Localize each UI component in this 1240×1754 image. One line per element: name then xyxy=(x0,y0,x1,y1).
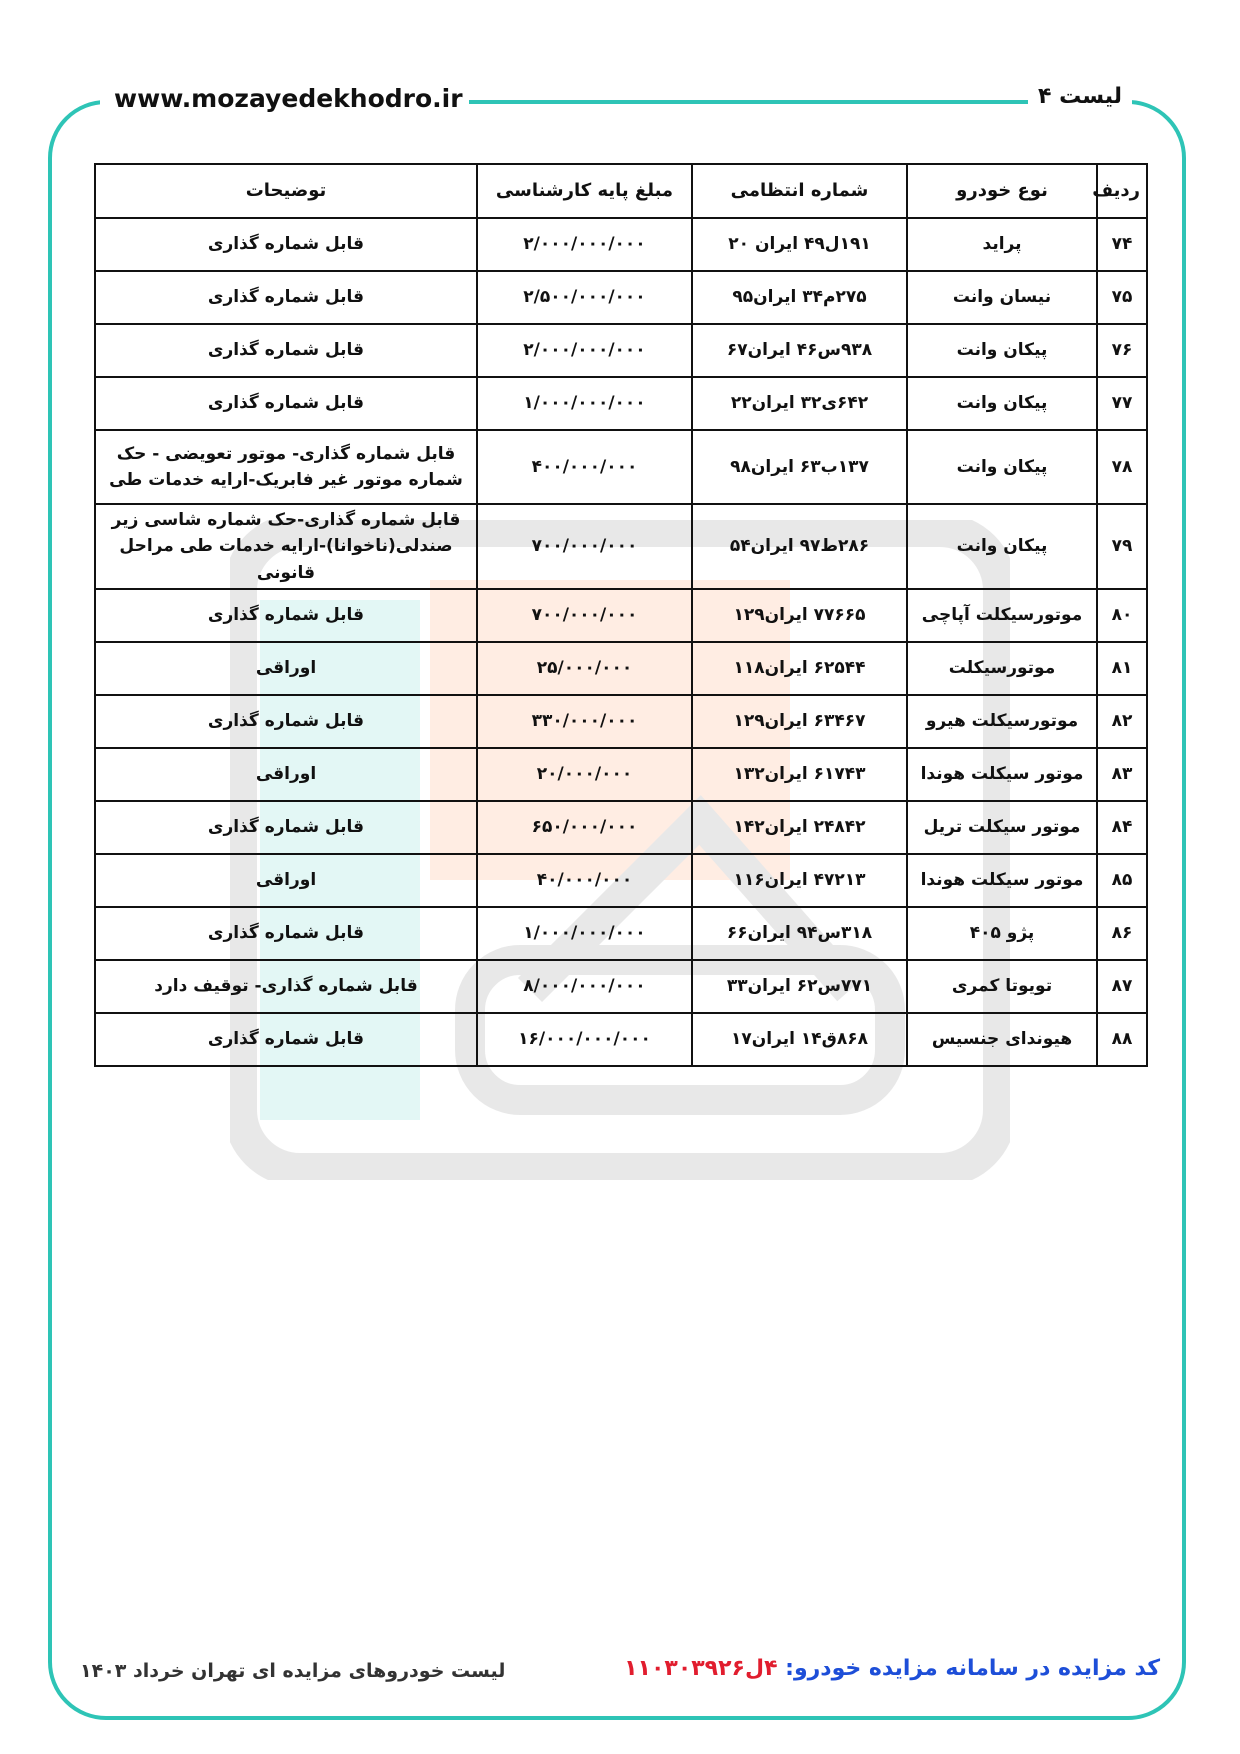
notes: قابل شماره گذاری-حک شماره شاسی زیر صندلی(ناخوانا)-ارایه خدمات طی مراحل قانونی xyxy=(95,504,477,589)
notes: قابل شماره گذاری xyxy=(95,377,477,430)
vehicle-table xyxy=(94,163,1148,1067)
vehicle-type: هیوندای جنسیس xyxy=(907,1013,1097,1066)
row-number: ۷۹ xyxy=(1097,504,1147,589)
base-price: ۴۰/۰۰۰/۰۰۰ xyxy=(477,854,692,907)
base-price: ۲۵/۰۰۰/۰۰۰ xyxy=(477,642,692,695)
vehicle-type: موتورسیکلت xyxy=(907,642,1097,695)
base-price: ۱/۰۰۰/۰۰۰/۰۰۰ xyxy=(477,377,692,430)
base-price: ۶۵۰/۰۰۰/۰۰۰ xyxy=(477,801,692,854)
table-row xyxy=(95,430,1147,504)
notes: قابل شماره گذاری xyxy=(95,1013,477,1066)
vehicle-type: موتور سیکلت تریل xyxy=(907,801,1097,854)
vehicle-type: موتور سیکلت هوندا xyxy=(907,748,1097,801)
row-number: ۸۳ xyxy=(1097,748,1147,801)
row-number: ۷۷ xyxy=(1097,377,1147,430)
row-number: ۸۷ xyxy=(1097,960,1147,1013)
notes: اوراقی xyxy=(95,854,477,907)
table-row xyxy=(95,801,1147,854)
base-price: ۲۰/۰۰۰/۰۰۰ xyxy=(477,748,692,801)
vehicle-type: پیکان وانت xyxy=(907,324,1097,377)
notes: قابل شماره گذاری xyxy=(95,324,477,377)
plate-number: ۱۹۱ل۴۹ ایران ۲۰ xyxy=(692,218,907,271)
base-price: ۷۰۰/۰۰۰/۰۰۰ xyxy=(477,504,692,589)
table-row xyxy=(95,218,1147,271)
row-number: ۸۱ xyxy=(1097,642,1147,695)
row-number: ۷۴ xyxy=(1097,218,1147,271)
row-number: ۸۴ xyxy=(1097,801,1147,854)
table-header-row xyxy=(95,164,1147,218)
col-vehicle-type: نوع خودرو xyxy=(907,164,1097,218)
vehicle-type: پیکان وانت xyxy=(907,377,1097,430)
table-row xyxy=(95,589,1147,642)
table-row xyxy=(95,1013,1147,1066)
plate-number: ۳۱۸س۹۴ ایران۶۶ xyxy=(692,907,907,960)
row-number: ۸۶ xyxy=(1097,907,1147,960)
vehicle-type: تویوتا کمری xyxy=(907,960,1097,1013)
plate-number: ۱۳۷ب۶۳ ایران۹۸ xyxy=(692,430,907,504)
table-row xyxy=(95,271,1147,324)
table-row xyxy=(95,642,1147,695)
base-price: ۲/۵۰۰/۰۰۰/۰۰۰ xyxy=(477,271,692,324)
row-number: ۸۰ xyxy=(1097,589,1147,642)
plate-number: ۲۷۵م۳۴ ایران۹۵ xyxy=(692,271,907,324)
table-row xyxy=(95,504,1147,589)
vehicle-type: پراید xyxy=(907,218,1097,271)
plate-number: ۶۳۴۶۷ ایران۱۲۹ xyxy=(692,695,907,748)
vehicle-type: موتور سیکلت هوندا xyxy=(907,854,1097,907)
footer-list-title: لیست خودروهای مزایده ای تهران خرداد ۱۴۰۳ xyxy=(80,1660,506,1682)
row-number: ۸۸ xyxy=(1097,1013,1147,1066)
plate-number: ۲۴۸۴۲ ایران۱۴۲ xyxy=(692,801,907,854)
vehicle-type: پژو ۴۰۵ xyxy=(907,907,1097,960)
base-price: ۲/۰۰۰/۰۰۰/۰۰۰ xyxy=(477,218,692,271)
notes: اوراقی xyxy=(95,748,477,801)
base-price: ۲/۰۰۰/۰۰۰/۰۰۰ xyxy=(477,324,692,377)
row-number: ۷۶ xyxy=(1097,324,1147,377)
plate-number: ۷۷۶۶۵ ایران۱۲۹ xyxy=(692,589,907,642)
base-price: ۳۳۰/۰۰۰/۰۰۰ xyxy=(477,695,692,748)
table-row xyxy=(95,695,1147,748)
base-price: ۱/۰۰۰/۰۰۰/۰۰۰ xyxy=(477,907,692,960)
plate-number: ۶۲۵۴۴ ایران۱۱۸ xyxy=(692,642,907,695)
footer-auction-code xyxy=(624,1656,1160,1681)
plate-number: ۸۶۸ق۱۴ ایران۱۷ xyxy=(692,1013,907,1066)
auction-code-value: ۴ل۱۱۰۳۰۳۹۲۶ xyxy=(624,1656,778,1681)
notes: قابل شماره گذاری- توقیف دارد xyxy=(95,960,477,1013)
row-number: ۷۸ xyxy=(1097,430,1147,504)
col-row-number: ردیف xyxy=(1097,164,1147,218)
notes: قابل شماره گذاری xyxy=(95,271,477,324)
table-row xyxy=(95,960,1147,1013)
notes: قابل شماره گذاری xyxy=(95,801,477,854)
row-number: ۷۵ xyxy=(1097,271,1147,324)
base-price: ۸/۰۰۰/۰۰۰/۰۰۰ xyxy=(477,960,692,1013)
table-row xyxy=(95,377,1147,430)
vehicle-type: پیکان وانت xyxy=(907,430,1097,504)
notes: قابل شماره گذاری xyxy=(95,589,477,642)
plate-number: ۶۱۷۴۳ ایران۱۳۲ xyxy=(692,748,907,801)
plate-number: ۲۸۶ط۹۷ ایران۵۴ xyxy=(692,504,907,589)
notes: اوراقی xyxy=(95,642,477,695)
row-number: ۸۲ xyxy=(1097,695,1147,748)
plate-number: ۹۳۸س۴۶ ایران۶۷ xyxy=(692,324,907,377)
col-notes: توضیحات xyxy=(95,164,477,218)
vehicle-type: پیکان وانت xyxy=(907,504,1097,589)
notes: قابل شماره گذاری- موتور تعویضی - حک شماره موتور غیر فابریک-ارایه خدمات طی xyxy=(95,430,477,504)
table-row xyxy=(95,854,1147,907)
plate-number: ۶۴۲ی۳۲ ایران۲۲ xyxy=(692,377,907,430)
base-price: ۷۰۰/۰۰۰/۰۰۰ xyxy=(477,589,692,642)
vehicle-type: موتورسیکلت هیرو xyxy=(907,695,1097,748)
plate-number: ۴۷۲۱۳ ایران۱۱۶ xyxy=(692,854,907,907)
table-row xyxy=(95,324,1147,377)
vehicle-type: نیسان وانت xyxy=(907,271,1097,324)
table-row xyxy=(95,907,1147,960)
notes: قابل شماره گذاری xyxy=(95,907,477,960)
base-price: ۱۶/۰۰۰/۰۰۰/۰۰۰ xyxy=(477,1013,692,1066)
row-number: ۸۵ xyxy=(1097,854,1147,907)
site-url: www.mozayedekhodro.ir xyxy=(108,84,469,113)
vehicle-type: موتورسیکلت آپاچی xyxy=(907,589,1097,642)
notes: قابل شماره گذاری xyxy=(95,695,477,748)
col-plate-number: شماره انتظامی xyxy=(692,164,907,218)
auction-code-label: کد مزایده در سامانه مزایده خودرو: xyxy=(785,1656,1160,1681)
base-price: ۴۰۰/۰۰۰/۰۰۰ xyxy=(477,430,692,504)
plate-number: ۷۷۱س۶۲ ایران۳۳ xyxy=(692,960,907,1013)
table-row xyxy=(95,748,1147,801)
notes: قابل شماره گذاری xyxy=(95,218,477,271)
col-base-price: مبلغ پایه کارشناسی xyxy=(477,164,692,218)
list-number: لیست ۴ xyxy=(1028,84,1132,109)
